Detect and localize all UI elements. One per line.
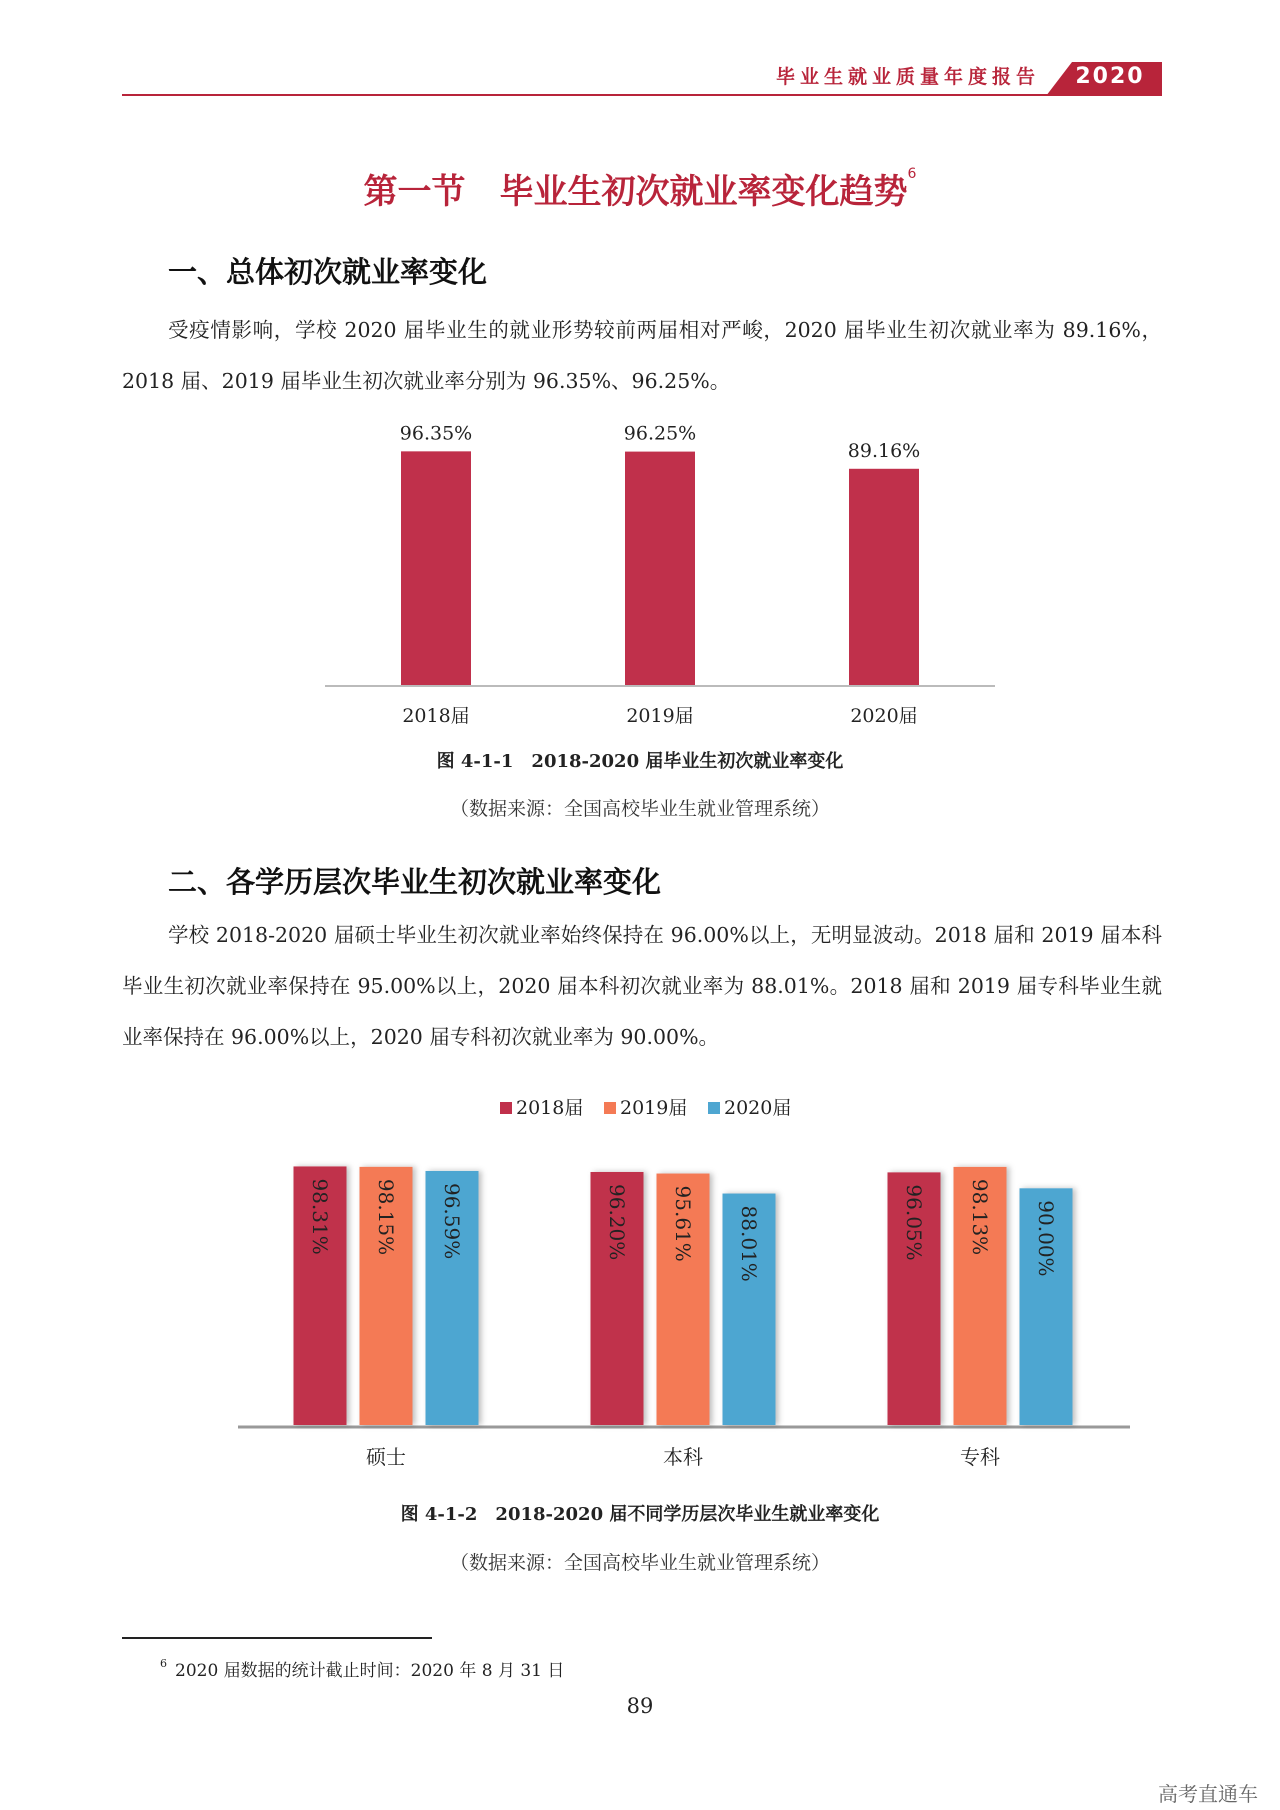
chart2-data-label: 98.31% [308, 1178, 332, 1255]
header-title: 毕业生就业质量年度报告 [775, 66, 1040, 88]
chart1-bar [625, 452, 695, 685]
chart1-data-label: 89.16% [847, 439, 921, 462]
chart1-data-label: 96.25% [623, 422, 697, 445]
chart1-category-label: 2018届 [402, 705, 470, 727]
chart1-bar [849, 469, 919, 685]
chart2-data-label: 98.15% [374, 1178, 398, 1256]
chart1-caption: 图 4-1-1 2018-2020 届毕业生初次就业率变化 [436, 751, 844, 772]
heading-overall: 一、总体初次就业率变化 [168, 255, 488, 289]
page-number: 89 [626, 1694, 654, 1718]
chart2-legend-label: 2020届 [724, 1097, 792, 1119]
footnote-number: 6 [160, 1657, 167, 1671]
chart2-legend-swatch [604, 1102, 616, 1114]
chart1-bar [401, 451, 471, 685]
chart2-data-label: 96.59% [440, 1182, 464, 1260]
footnote [160, 1656, 564, 1681]
heading-by-degree: 二、各学历层次毕业生初次就业率变化 [168, 865, 662, 899]
header-year: 2020 [1075, 64, 1145, 89]
chart2-legend-label: 2019届 [620, 1097, 688, 1119]
chart2-source: （数据来源：全国高校毕业生就业管理系统） [449, 1552, 830, 1574]
chart1-category-label: 2020届 [850, 705, 918, 727]
watermark: 高考直通车 [1158, 1782, 1258, 1806]
chart2-legend-swatch [708, 1102, 720, 1114]
section-title-text: 第一节 毕业生初次就业率变化趋势 [363, 172, 908, 212]
chart2-category-label: 专科 [960, 1445, 1000, 1469]
chart1-data-label: 96.35% [399, 422, 473, 445]
header-rule [122, 94, 1162, 96]
chart-overall-employment-rate [0, 420, 1280, 730]
chart2-category-label: 硕士 [366, 1445, 406, 1469]
footnote-rule [122, 1637, 432, 1639]
chart1-source: （数据来源：全国高校毕业生就业管理系统） [449, 798, 830, 820]
chart2-caption: 图 4-1-2 2018-2020 届不同学历层次毕业生就业率变化 [400, 1504, 880, 1525]
footnote-ref: 6 [907, 166, 917, 182]
section-title [0, 164, 1280, 213]
chart2-data-label: 96.05% [902, 1184, 926, 1261]
paragraph-by-degree [122, 910, 1162, 1063]
chart2-data-label: 98.13% [968, 1178, 992, 1256]
chart-by-degree-employment-rate [0, 1080, 1280, 1480]
chart2-data-label: 96.20% [605, 1183, 629, 1261]
paragraph-overall-text: 受疫情影响，学校 2020 届毕业生的就业形势较前两届相对严峻，2020 届毕业生初次就业率为 89.16%，2018 届、2019 届毕业生初次就业率分别为 96.35%、96.25%。 [122, 318, 1162, 393]
chart2-legend-label: 2018届 [516, 1097, 584, 1119]
paragraph-overall [122, 305, 1162, 407]
chart2-legend-swatch [500, 1102, 512, 1114]
chart2-data-label: 95.61% [671, 1185, 695, 1262]
paragraph-by-degree-text: 学校 2018-2020 届硕士毕业生初次就业率始终保持在 96.00%以上，无明显波动。2018 届和 2019 届本科毕业生初次就业率保持在 95.00%以上，2020 届本科初次就业率为 88.01%。2018 届和 2019 届专科毕业生就业率保持在 96.00%以上，2020 届专科初次就业率为 90.00%。 [122, 923, 1162, 1049]
chart2-data-label: 90.00% [1034, 1200, 1058, 1277]
footnote-text: 2020 届数据的统计截止时间：2020 年 8 月 31 日 [175, 1661, 565, 1681]
chart2-category-label: 本科 [663, 1445, 703, 1469]
chart1-category-label: 2019届 [626, 705, 694, 727]
chart2-data-label: 88.01% [737, 1205, 761, 1282]
